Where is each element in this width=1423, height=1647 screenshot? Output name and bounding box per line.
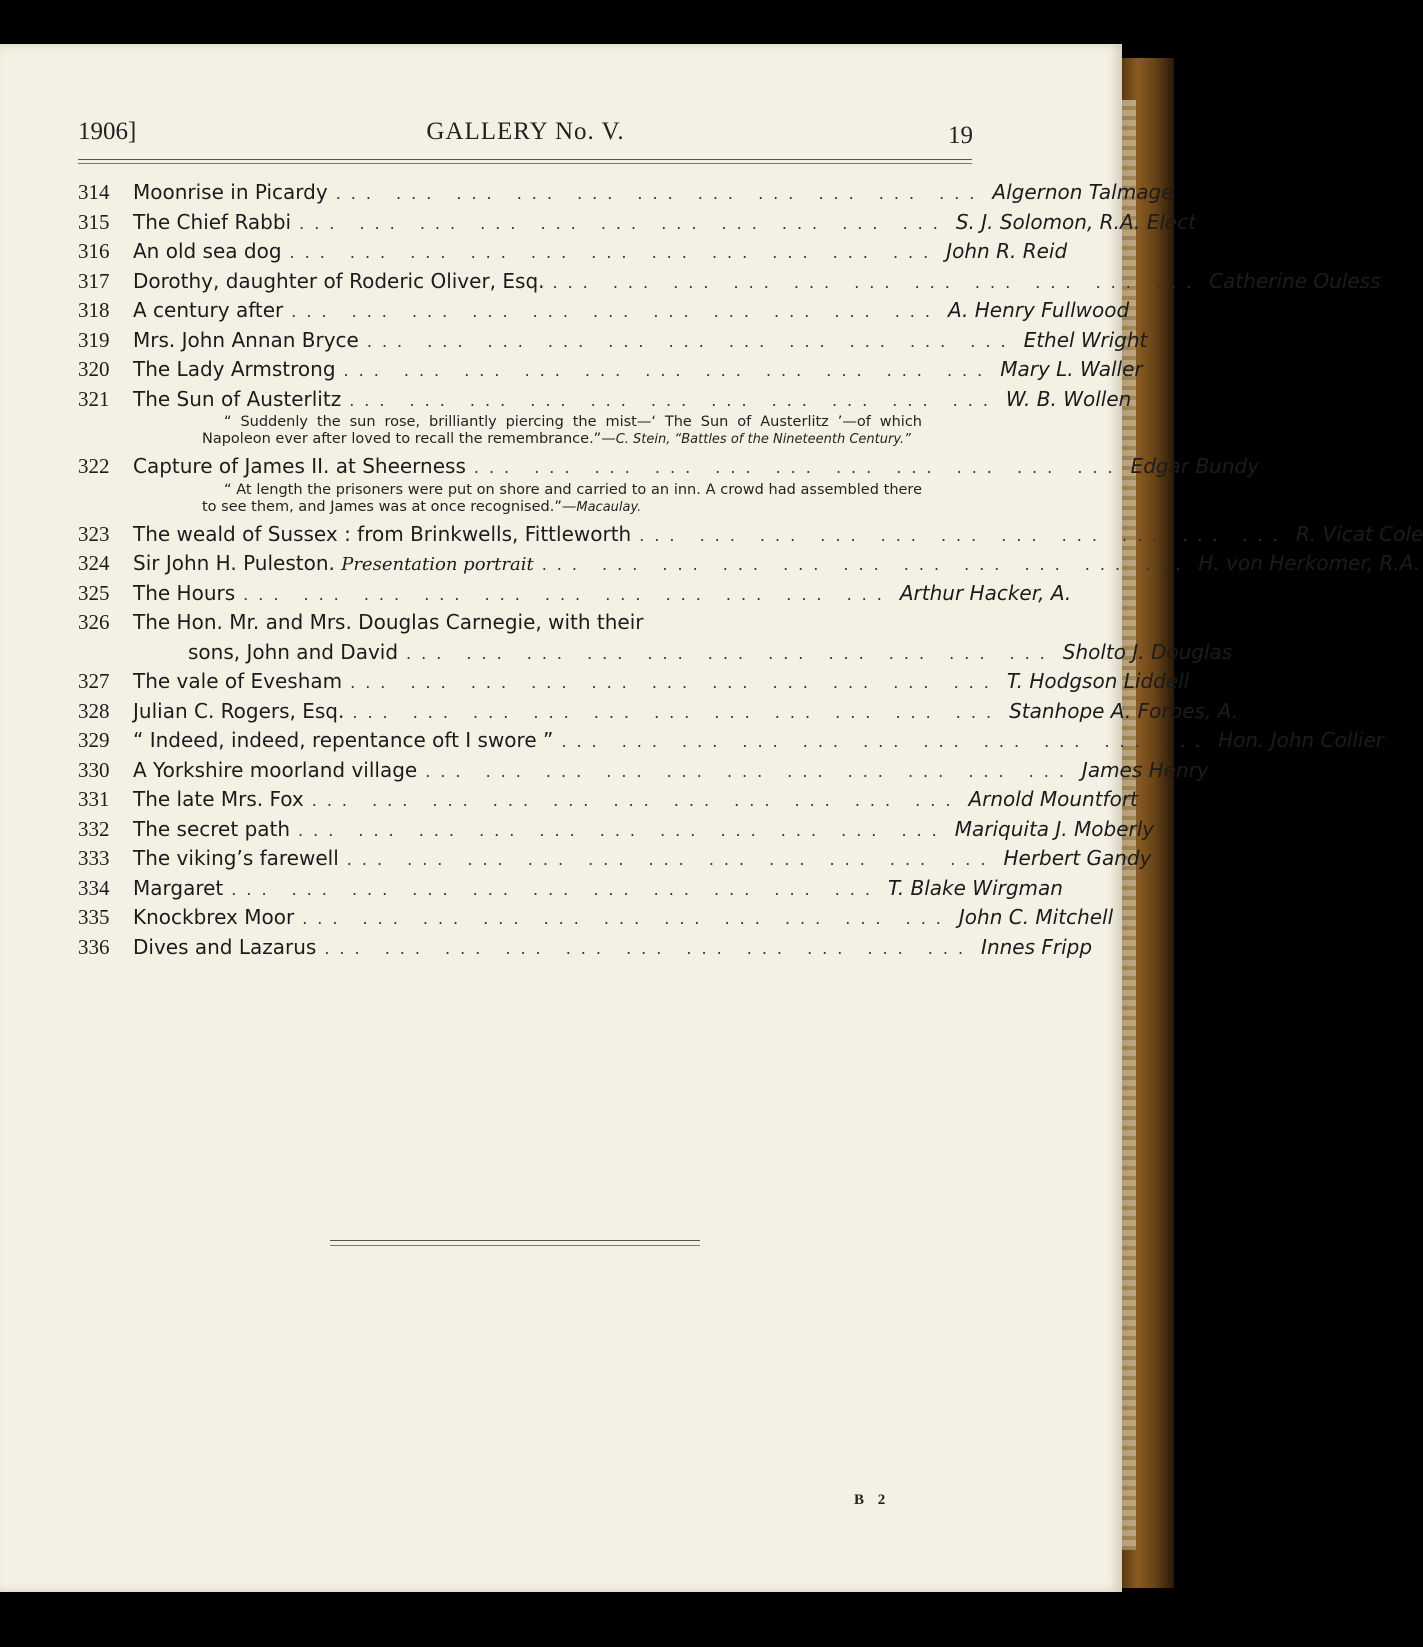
- entry-title-text: Capture of James II. at Sheerness: [133, 454, 466, 478]
- leader-dots: ... ... ... ... ... ... ... ... ... ... ...: [639, 525, 1288, 545]
- catalogue-list: [78, 178, 1423, 962]
- entry-number: 316: [78, 239, 110, 263]
- entry-title-text: The vale of Evesham: [133, 669, 343, 693]
- entry-title-text: An old sea dog: [133, 239, 282, 263]
- entry-line: [78, 785, 1138, 815]
- header-rule-secondary: [78, 163, 972, 164]
- entry-title-text: Margaret: [133, 875, 224, 900]
- entry-title-text: A Yorkshire moorland village: [133, 757, 418, 782]
- quotation-source: C. Stein, “Battles of the Nineteenth Century.”: [615, 432, 911, 447]
- entry-quotation: [202, 482, 922, 516]
- entry-title-text: The late Mrs. Fox: [133, 787, 304, 811]
- catalogue-entry: [78, 785, 1138, 815]
- catalogue-entry: [78, 903, 1114, 933]
- artist-name: Ethel Wright: [1023, 327, 1148, 352]
- artist-name: H. von Herkomer, R.A.: [1198, 551, 1421, 575]
- catalogue-entry: [78, 579, 1072, 609]
- leader-dots: ... ... ... ... ... ... ... ... ... ... ...: [343, 361, 993, 380]
- entry-body: [133, 785, 1138, 816]
- entry-line: [78, 667, 1190, 697]
- leader-dots: ... ... ... ... ... ... ... ... ... ... ...: [291, 302, 940, 321]
- end-rule-secondary: [330, 1245, 700, 1246]
- entry-title-text: Knockbrex Moor: [133, 905, 295, 929]
- catalogue-entry: [78, 933, 1093, 963]
- catalogue-entry: [78, 355, 1143, 385]
- entry-body: [133, 385, 1132, 416]
- entry-title: [133, 452, 466, 482]
- catalogue-entry: [78, 874, 1063, 904]
- entry-title: [133, 520, 631, 550]
- entry-body: [133, 178, 1174, 209]
- artist-name: A. Henry Fullwood: [947, 298, 1130, 322]
- entry-line: [78, 638, 1233, 668]
- entry-body: [133, 726, 1384, 757]
- entry-number: 321: [78, 386, 110, 411]
- artist-name: W. B. Wollen: [1005, 386, 1132, 411]
- entry-number: 327: [78, 669, 110, 693]
- leader-dots: ... ... ... ... ... ... ... ... ... ... ...: [425, 761, 1074, 781]
- entry-title-text: The Chief Rabbi: [133, 209, 292, 234]
- catalogue-entry: [78, 608, 1233, 667]
- entry-line: [78, 903, 1114, 933]
- artist-name: James Henry: [1081, 757, 1209, 782]
- entry-title: [133, 697, 344, 727]
- entry-quotation: [202, 414, 922, 448]
- entry-line: [78, 237, 1068, 267]
- entry-title-text: Dorothy, daughter of Roderic Oliver, Esq.: [133, 268, 545, 293]
- entry-title-text: The weald of Sussex : from Brinkwells, Fittleworth: [133, 521, 632, 546]
- entry-title-italic: Presentation portrait: [341, 554, 534, 575]
- catalogue-entry: [78, 697, 1239, 727]
- catalogue-entry: [78, 549, 1421, 579]
- entry-line: [78, 874, 1063, 904]
- entry-body: [133, 326, 1148, 357]
- entry-title-text: Dives and Lazarus: [133, 934, 317, 959]
- entry-body: [133, 237, 1068, 268]
- leader-dots: ... ... ... ... ... ... ... ... ... ... ...: [299, 213, 948, 233]
- entry-line: [78, 756, 1209, 786]
- entry-number: 318: [78, 298, 110, 322]
- catalogue-entry: [78, 296, 1130, 326]
- entry-body: [133, 520, 1423, 551]
- entry-title: [133, 726, 553, 756]
- artist-name: Edgar Bundy: [1130, 454, 1260, 478]
- catalogue-entry: [78, 756, 1209, 786]
- entry-title: [133, 756, 417, 786]
- header-rule: [78, 159, 972, 160]
- entry-line: [78, 815, 1155, 845]
- leader-dots: ... ... ... ... ... ... ... ... ... ... ...: [352, 702, 1002, 722]
- catalogue-entry: [78, 667, 1190, 697]
- leader-dots: ... ... ... ... ... ... ... ... ... ... ...: [324, 938, 974, 958]
- entry-number: 326: [78, 610, 110, 634]
- entry-body: [133, 933, 1093, 964]
- entry-title-text: Mrs. John Annan Bryce: [133, 327, 359, 352]
- entry-title-text: The Hours: [133, 580, 236, 605]
- leader-dots: ... ... ... ... ... ... ... ... ... ... ...: [231, 879, 880, 899]
- catalogue-entry: [78, 385, 1132, 449]
- artist-name: T. Hodgson Liddell: [1006, 669, 1190, 693]
- entry-line: [78, 579, 1072, 609]
- entry-number: 332: [78, 816, 110, 841]
- entry-number: 333: [78, 846, 110, 870]
- artist-name: John R. Reid: [946, 239, 1068, 263]
- leader-dots: ... ... ... ... ... ... ... ... ... ... ...: [298, 820, 947, 840]
- artist-name: John C. Mitchell: [958, 905, 1114, 929]
- entry-body: [133, 608, 973, 638]
- entry-title: [133, 178, 328, 208]
- catalogue-entry: [78, 178, 1174, 208]
- catalogue-entry: [78, 267, 1381, 297]
- leader-dots: ... ... ... ... ... ... ... ... ... ... ...: [350, 673, 999, 692]
- entry-body: [133, 355, 1143, 386]
- entry-title-text: The viking’s farewell: [133, 846, 339, 870]
- entry-number: 319: [78, 327, 110, 352]
- entry-title-text: Moonrise in Picardy: [133, 180, 328, 204]
- catalogue-entry: [78, 208, 1197, 238]
- entry-title: [133, 549, 534, 580]
- entry-line: [78, 355, 1143, 385]
- running-header: [78, 118, 973, 158]
- artist-name: Herbert Gandy: [1003, 846, 1152, 870]
- entry-line: [78, 326, 1148, 356]
- entry-line: [78, 549, 1421, 579]
- artist-name: Sholto J. Douglas: [1062, 639, 1233, 664]
- entry-number: 334: [78, 875, 110, 900]
- leader-dots: ... ... ... ... ... ... ... ... ... ... ...: [243, 584, 892, 604]
- entry-title-text: Sir John H. Puleston.: [133, 551, 335, 575]
- entry-body: [133, 267, 1381, 298]
- entry-title: [133, 267, 545, 297]
- artist-name: Innes Fripp: [981, 934, 1093, 959]
- entry-body: [133, 903, 1114, 934]
- entry-title: [133, 579, 235, 609]
- entry-number: 317: [78, 268, 110, 293]
- entry-line: [78, 296, 1130, 326]
- entry-title-text: The Sun of Austerlitz: [133, 386, 342, 411]
- entry-body: [133, 697, 1239, 728]
- entry-title: [133, 785, 304, 815]
- leader-dots: ... ... ... ... ... ... ... ... ... ... ...: [311, 791, 961, 810]
- entry-body: [133, 208, 1197, 239]
- entry-title: [133, 355, 336, 385]
- entry-body: [133, 549, 1421, 580]
- entry-title: [133, 208, 291, 238]
- catalogue-entry: [78, 237, 1068, 267]
- header-title: GALLERY No. V.: [426, 118, 625, 145]
- leader-dots: ... ... ... ... ... ... ... ... ... ... ...: [561, 732, 1211, 751]
- entry-number: 328: [78, 698, 110, 723]
- entry-title: [133, 385, 341, 415]
- artist-name: Mariquita J. Moberly: [954, 816, 1155, 841]
- entry-number: 335: [78, 905, 110, 929]
- artist-name: Hon. John Collier: [1218, 728, 1384, 752]
- catalogue-entry: [78, 326, 1148, 356]
- entry-title: [188, 638, 398, 668]
- entry-title: [133, 874, 223, 904]
- entry-line: [78, 726, 1384, 756]
- leader-dots: ... ... ... ... ... ... ... ... ... ... ...: [349, 390, 998, 410]
- entry-title: [133, 667, 342, 697]
- catalogue-entry: [78, 452, 1260, 516]
- entry-title-text: A century after: [133, 298, 284, 322]
- catalogue-entry: [78, 726, 1384, 756]
- quotation-body: “ Suddenly the sun rose, brilliantly piercing the mist—‘ The Sun of Austerlitz ’—of which Napoleon ever after loved to recall the remembrance.”—: [202, 414, 922, 447]
- entry-line: [78, 267, 1381, 297]
- leader-dots: ... ... ... ... ... ... ... ... ... ... ...: [346, 850, 996, 869]
- entry-title-text: sons, John and David: [188, 639, 399, 664]
- artist-name: R. Vicat Cole: [1295, 521, 1423, 546]
- entry-line: [78, 844, 1152, 874]
- entry-line: [78, 452, 1260, 482]
- artist-name: Stanhope A. Forbes, A.: [1009, 698, 1239, 723]
- leader-dots: ... ... ... ... ... ... ... ... ... ... ...: [302, 909, 951, 928]
- entry-line: [78, 697, 1239, 727]
- entry-title: [133, 237, 282, 267]
- artist-name: T. Blake Wirgman: [887, 875, 1063, 900]
- artist-name: Mary L. Waller: [1000, 357, 1143, 381]
- entry-body: [133, 296, 1130, 327]
- leader-dots: ... ... ... ... ... ... ... ... ... ... ...: [366, 331, 1016, 351]
- entry-number: 322: [78, 454, 110, 478]
- artist-name: Catherine Ouless: [1209, 268, 1381, 293]
- artist-name: Algernon Talmage: [992, 180, 1174, 204]
- header-year: 1906]: [78, 118, 137, 145]
- entry-body: [188, 638, 1233, 669]
- artist-name: S. J. Solomon, R.A. Elect: [955, 209, 1197, 234]
- entry-number: 336: [78, 934, 110, 959]
- entry-body: [133, 579, 1072, 610]
- entry-body: [133, 815, 1155, 846]
- entry-number: 325: [78, 580, 110, 605]
- entry-line: [78, 608, 973, 638]
- quotation-source: Macaulay.: [576, 499, 642, 515]
- printer-signature: B 2: [854, 1492, 891, 1508]
- entry-number: 329: [78, 728, 110, 752]
- quotation-body: “ At length the prisoners were put on shore and carried to an inn. A crowd had assembled there to see them, and James was at once recognised.”—: [202, 481, 922, 515]
- entry-number: 330: [78, 757, 110, 782]
- entry-body: [133, 874, 1063, 905]
- entry-line: [78, 520, 1423, 550]
- entry-title: [133, 844, 339, 874]
- entry-number: 323: [78, 521, 110, 546]
- entry-title-text: The Lady Armstrong: [133, 357, 336, 381]
- entry-number: 315: [78, 209, 110, 234]
- leader-dots: ... ... ... ... ... ... ... ... ... ... ...: [473, 458, 1123, 477]
- entry-body: [133, 756, 1209, 787]
- entry-title: [133, 296, 283, 326]
- entry-number: 314: [78, 180, 110, 204]
- quotation-text: [202, 414, 922, 448]
- entry-line: [78, 933, 1093, 963]
- entry-line: [78, 385, 1132, 415]
- entry-title: [133, 326, 359, 356]
- entry-body: [133, 844, 1152, 875]
- entry-title: [133, 815, 290, 845]
- entry-title: [133, 933, 316, 963]
- entry-title-text: The secret path: [133, 816, 291, 841]
- artist-name: Arnold Mountfort: [968, 787, 1138, 811]
- leader-dots: ... ... ... ... ... ... ... ... ... ... ...: [552, 272, 1202, 292]
- entry-body: [133, 667, 1190, 698]
- entry-number: 320: [78, 357, 110, 381]
- entry-number: 324: [78, 551, 110, 575]
- quotation-text: [202, 482, 922, 516]
- leader-dots: ... ... ... ... ... ... ... ... ... ... ...: [289, 243, 939, 262]
- artist-name: Arthur Hacker, A.: [899, 580, 1072, 605]
- entry-title-text: “ Indeed, indeed, repentance oft I swore ”: [133, 728, 554, 752]
- end-rule: [330, 1240, 700, 1241]
- entry-title-text: The Hon. Mr. and Mrs. Douglas Carnegie, with their: [133, 610, 644, 634]
- leader-dots: ... ... ... ... ... ... ... ... ... ... ...: [541, 555, 1191, 574]
- entry-line: [78, 178, 1174, 208]
- catalogue-entry: [78, 844, 1152, 874]
- catalogue-entry: [78, 815, 1155, 845]
- entry-title-text: Julian C. Rogers, Esq.: [133, 698, 345, 723]
- entry-number: 331: [78, 787, 110, 811]
- entry-body: [133, 452, 1260, 483]
- entry-line: [78, 208, 1197, 238]
- entry-title: [133, 903, 294, 933]
- leader-dots: ... ... ... ... ... ... ... ... ... ... ...: [406, 643, 1055, 663]
- entry-title: [133, 608, 644, 638]
- catalogue-entry: [78, 520, 1423, 550]
- leader-dots: ... ... ... ... ... ... ... ... ... ... ...: [335, 184, 985, 203]
- page-number: 19: [948, 122, 973, 149]
